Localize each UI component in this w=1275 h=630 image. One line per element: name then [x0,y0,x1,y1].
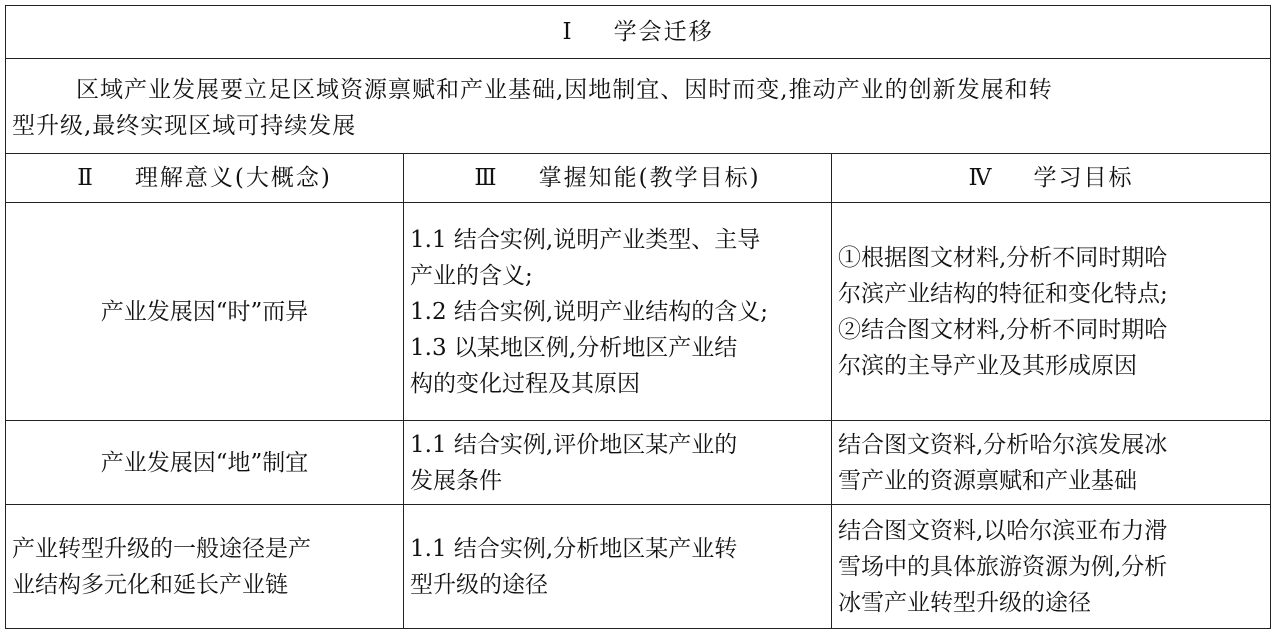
section-title-row [6,6,1271,59]
intro-line: 区域产业发展要立足区域资源禀赋和产业基础,因地制宜、因时而变,推动产业的创新发展和转 [76,77,1053,103]
goal-line: 产业的含义; [410,262,533,289]
goals-cell [404,203,832,421]
header-label: 掌握知能(教学目标) [538,165,761,191]
objective-line: ①根据图文材料,分析不同时期哈 [838,244,1168,271]
concept-cell [6,421,404,505]
header-roman-numeral: Ⅱ [77,165,95,191]
objective-line: 尔滨的主导产业及其形成原因 [838,352,1137,379]
goal-line: 发展条件 [410,467,502,494]
header-label: 学习目标 [1033,165,1134,191]
concept-text: 产业发展因“时”而异 [100,298,309,325]
table-row [6,421,1271,505]
goal-line: 1.1 结合实例,说明产业类型、主导 [410,226,761,253]
objective-line: 冰雪产业转型升级的途径 [838,589,1091,616]
goal-line: 1.2 结合实例,说明产业结构的含义; [410,298,768,325]
intro-row [6,59,1271,154]
intro-cell [6,59,1271,154]
column-header-objectives [832,154,1271,203]
concept-cell [6,203,404,421]
section-title: 学会迁移 [613,19,714,45]
goal-line: 构的变化过程及其原因 [410,370,640,397]
curriculum-table-page [5,5,1270,627]
objective-line: 尔滨产业结构的特征和变化特点; [838,280,1168,307]
goals-cell [404,421,832,505]
objective-line: 结合图文资料,以哈尔滨亚布力滑 [838,517,1168,544]
objectives-cell [832,505,1271,629]
column-header-goals [404,154,832,203]
section-roman-numeral: Ⅰ [562,19,574,45]
objective-line: 雪场中的具体旅游资源为例,分析 [838,553,1168,580]
header-row [6,154,1271,203]
table-row [6,203,1271,421]
intro-line: 型升级,最终实现区域可持续发展 [12,113,357,139]
objective-line: 雪产业的资源禀赋和产业基础 [838,467,1137,494]
column-header-concept [6,154,404,203]
section-title-cell [6,6,1271,59]
goal-line: 型升级的途径 [410,571,548,598]
header-roman-numeral: Ⅲ [474,165,499,191]
objectives-cell [832,203,1271,421]
objective-line: ②结合图文材料,分析不同时期哈 [838,316,1168,343]
header-roman-numeral: Ⅳ [968,165,994,191]
goal-line: 1.1 结合实例,评价地区某产业的 [410,431,738,458]
goal-line: 1.3 以某地区例,分析地区产业结 [410,334,738,361]
concept-text: 产业发展因“地”制宜 [100,449,309,476]
concept-cell [6,505,404,629]
curriculum-table [5,5,1271,629]
objectives-cell [832,421,1271,505]
concept-text: 业结构多元化和延长产业链 [12,571,288,598]
header-label: 理解意义(大概念) [134,165,332,191]
objective-line: 结合图文资料,分析哈尔滨发展冰 [838,431,1168,458]
goals-cell [404,505,832,629]
goal-line: 1.1 结合实例,分析地区某产业转 [410,535,738,562]
table-row [6,505,1271,629]
concept-text: 产业转型升级的一般途径是产 [12,535,311,562]
